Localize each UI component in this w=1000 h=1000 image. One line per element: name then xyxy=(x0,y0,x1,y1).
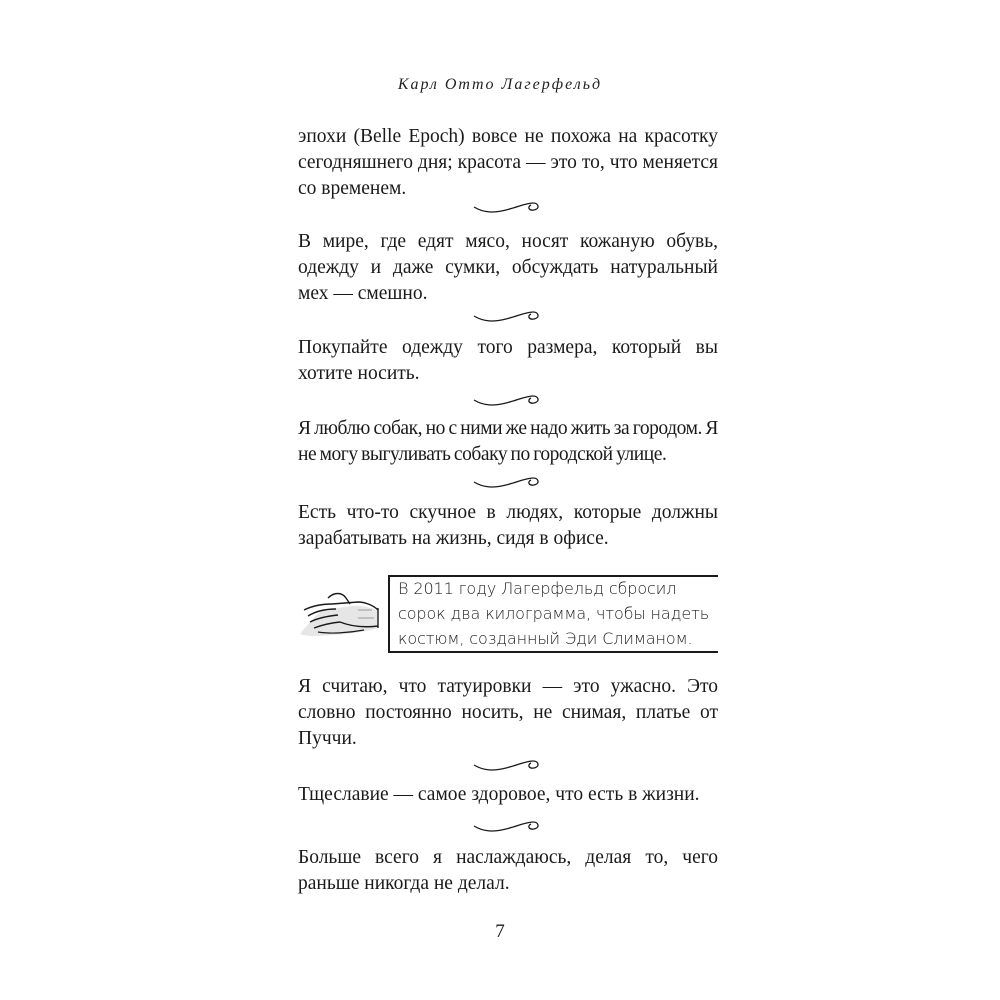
quote-paragraph: эпохи (Belle Epoch) вовсе не похожа на красотку сегодняшнего дня; красота — это то, что меняется со временем. xyxy=(298,126,718,199)
callout-bottom-rule xyxy=(388,651,718,653)
quote-paragraph: Больше всего я наслаждаюсь, делая то, чего раньше никогда не делал. xyxy=(298,847,718,894)
quote-paragraph: Тщеславие — самое здоровое, что есть в жизни. xyxy=(298,784,700,805)
page-number: 7 xyxy=(495,921,505,942)
callout-text: В 2011 году Лагерфельд сбросил сорок два килограмма, чтобы надеть костюм, созданный Эди Слиманом. xyxy=(398,579,710,648)
fact-callout xyxy=(298,568,720,656)
quote-paragraph: Я считаю, что татуировки — это ужасно. Это словно постоянно носить, не снимая, платье от Пуччи. xyxy=(298,676,718,749)
running-header: Карл Отто Лагерфельд xyxy=(397,76,603,93)
quote-paragraph: В мире, где едят мясо, носят кожаную обувь, одежду и даже сумки, обсуждать натуральный мех — смешно. xyxy=(298,231,718,304)
flourish-divider-icon xyxy=(470,392,542,410)
quote-paragraph: Я люблю собак, но с ними же надо жить за городом. Я не могу выгуливать собаку по городской улице. xyxy=(298,418,718,465)
flourish-divider-icon xyxy=(470,474,542,492)
flourish-divider-icon xyxy=(470,818,542,836)
quote-paragraph: Есть что-то скучное в людях, которые должны зарабатывать на жизнь, сидя в офисе. xyxy=(298,502,718,549)
flourish-divider-icon xyxy=(470,757,542,775)
glove-icon xyxy=(298,580,382,638)
flourish-divider-icon xyxy=(470,199,542,217)
callout-left-rule xyxy=(388,575,390,652)
flourish-divider-icon xyxy=(470,308,542,326)
quote-paragraph: Покупайте одежду того размера, который вы хотите носить. xyxy=(298,337,718,384)
